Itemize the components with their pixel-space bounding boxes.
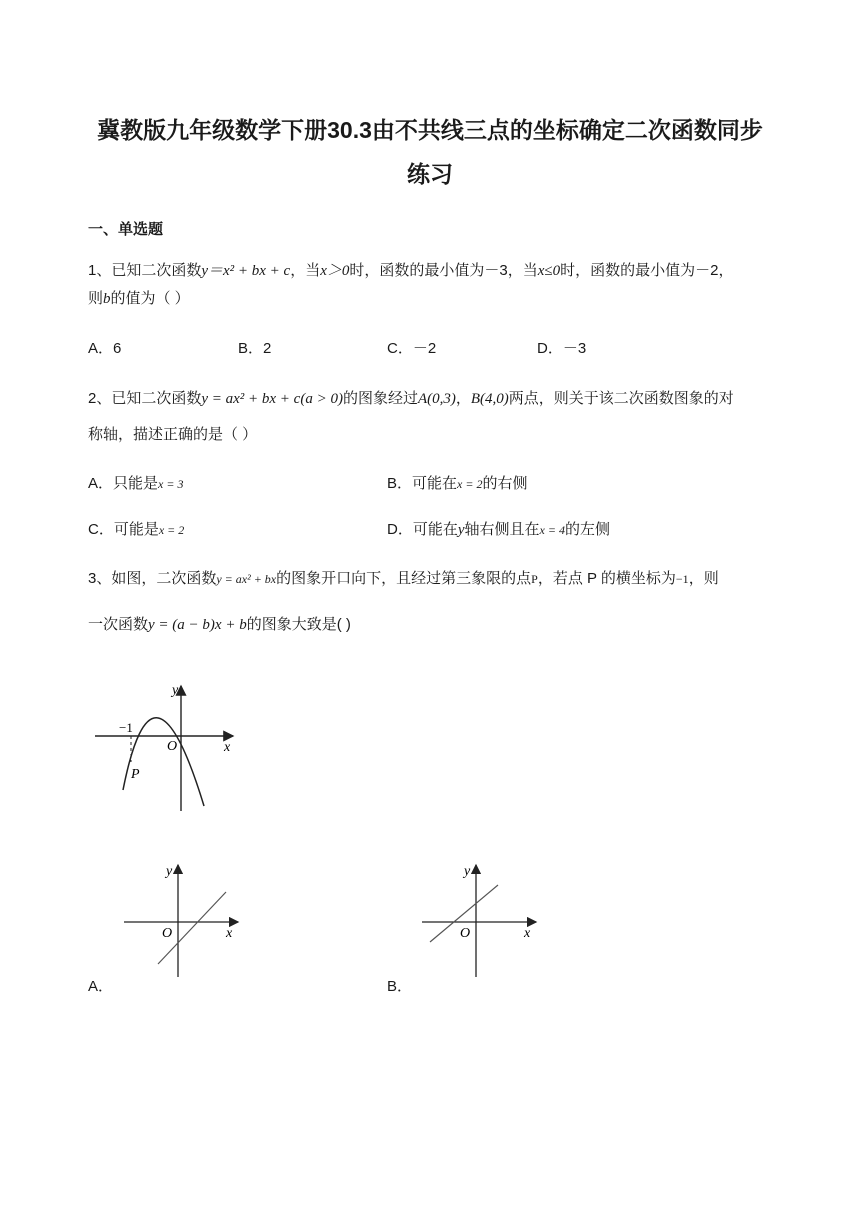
document-title: 冀教版九年级数学下册30.3由不共线三点的坐标确定二次函数同步	[97, 117, 763, 143]
q3-function: y = ax² + bx	[216, 572, 277, 586]
q1-mid1: ，当	[290, 262, 321, 279]
q2-point-b: B(4,0)	[470, 391, 509, 407]
q3-prefix: 3、如图，二次函数	[88, 570, 217, 587]
q3-mid1: 的图象开口向下，且经过第三象限的点	[276, 570, 532, 587]
q2-mid1: 的图象经过	[342, 390, 418, 407]
q1-var-b: b	[103, 291, 111, 307]
origin-label: O	[167, 739, 178, 754]
q3-point-p: P	[531, 572, 538, 586]
q2-option-c-math: x = 2	[158, 523, 185, 537]
q3-option-a-label[interactable]: A．	[88, 978, 114, 995]
q3-parabola-figure	[95, 678, 245, 813]
q1-mid3: 时，函数的最小值为－2，	[560, 262, 734, 279]
q2-comma: ，	[455, 390, 471, 407]
minus-one-label: −1	[119, 720, 133, 735]
q1-option-c[interactable]: C．－2	[387, 340, 437, 357]
q1-line2-c: 的值为（ ）	[110, 290, 190, 307]
q3-mid2: ，若点 P 的横坐标为	[537, 570, 676, 587]
q1-condition1: x＞0	[320, 263, 350, 279]
y-axis-label: y	[172, 683, 179, 698]
q2-option-d-mid: 轴右侧且在	[464, 521, 540, 538]
q2-option-b-math: x = 2	[457, 477, 483, 491]
q3-option-b-figure[interactable]	[418, 857, 548, 980]
q2-option-c[interactable]	[88, 518, 184, 539]
q3-line2-a: 一次函数	[88, 616, 149, 633]
q2-option-b-post: 的右侧	[482, 475, 528, 492]
q3-option-b-label[interactable]: B．	[387, 978, 413, 995]
y-axis-label: y	[464, 864, 471, 879]
q1-option-d[interactable]: D．－3	[537, 340, 587, 357]
q2-option-a-math: x = 3	[158, 477, 184, 491]
y-axis-label: y	[166, 864, 173, 879]
q1-mid2: 时，函数的最小值为－3，当	[349, 262, 538, 279]
q1-prefix: 1、已知二次函数	[88, 262, 202, 279]
question-1-line1	[88, 262, 733, 280]
q1-function: y＝x² + bx + c	[201, 263, 291, 279]
point-p-label: P	[131, 767, 140, 782]
q2-prefix: 2、已知二次函数	[88, 390, 202, 407]
x-axis-label: x	[226, 926, 233, 941]
x-axis-label: x	[524, 926, 531, 941]
q2-mid2: 两点，则关于该二次函数图象的对	[508, 390, 734, 407]
q3-line2-b: 的图象大致是( )	[246, 616, 351, 633]
q2-point-a: A(0,3)	[417, 391, 456, 407]
q2-option-a-text: A．只能是	[88, 475, 159, 492]
question-2-line2: 称轴，描述正确的是（ ）	[88, 426, 258, 443]
q2-option-d-text: D．可能在	[387, 521, 458, 538]
section-heading: 一、单选题	[88, 221, 164, 238]
q3-mid3: ，则	[688, 570, 719, 587]
q2-option-c-text: C．可能是	[88, 521, 159, 538]
q3-option-a-figure[interactable]	[120, 857, 250, 980]
q2-option-d-y: y	[457, 522, 465, 538]
q2-option-d-post: 的左侧	[564, 521, 610, 538]
q2-option-d[interactable]	[387, 518, 610, 539]
q2-option-d-math: x = 4	[539, 523, 565, 537]
q3-x-value: −1	[675, 572, 689, 586]
origin-label: O	[460, 926, 471, 941]
question-3-line1	[88, 570, 719, 588]
q1-option-a[interactable]: A．6	[88, 340, 122, 357]
q1-condition2: x≤0	[537, 263, 561, 279]
q1-line2-a: 则	[88, 290, 104, 307]
q2-option-a[interactable]	[88, 472, 183, 493]
q2-function: y = ax² + bx + c(a > 0)	[201, 391, 343, 407]
q2-option-b-text: B．可能在	[387, 475, 458, 492]
q1-option-b[interactable]: B．2	[238, 340, 272, 357]
q3-linear-function: y = (a − b)x + b	[148, 617, 247, 633]
x-axis-label: x	[224, 740, 231, 755]
question-3-line2	[88, 616, 351, 634]
question-2-line1	[88, 390, 734, 408]
question-1-line2	[88, 290, 190, 308]
q2-option-b[interactable]	[387, 472, 527, 493]
parabola-curve	[123, 718, 204, 806]
document-title-line2: 练习	[407, 161, 453, 187]
origin-label: O	[162, 926, 173, 941]
